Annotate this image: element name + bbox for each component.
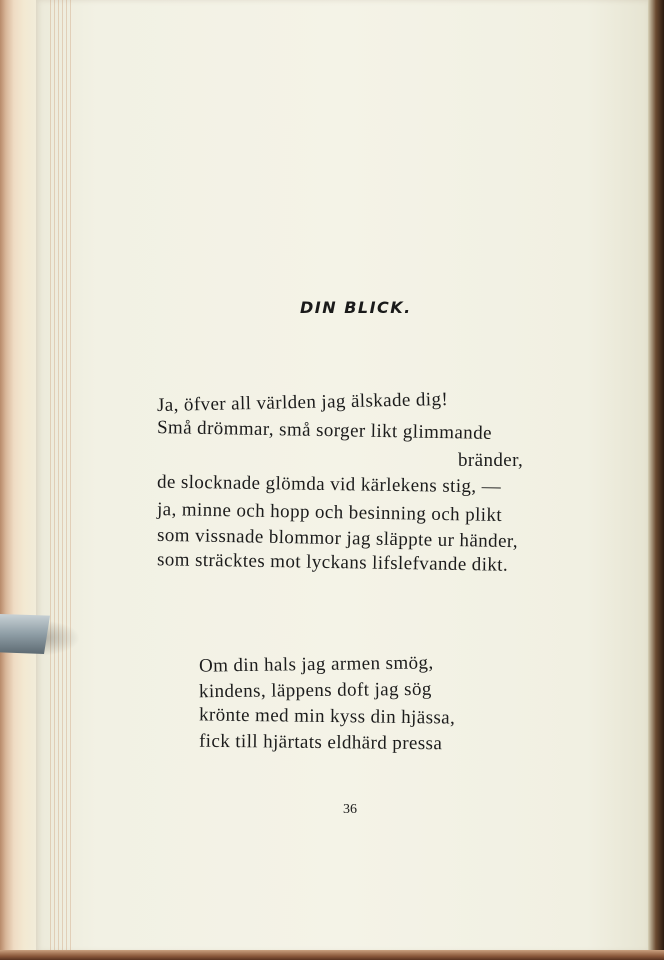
verse-line: Ja, öfver all världen jag älskade dig! <box>156 388 449 417</box>
book-cover-edge <box>0 950 664 960</box>
page-edges <box>50 0 72 952</box>
verse-line: krönte med min kyss din hjässa, <box>198 704 456 729</box>
page-number: 36 <box>343 802 357 817</box>
poem-title: DIN BLICK. <box>300 298 412 317</box>
verse-line: bränder, <box>458 450 524 471</box>
page-clip <box>0 614 50 654</box>
verse-line: de slocknade glömda vid kärlekens stig, — <box>156 471 502 498</box>
verse-line: kindens, läppens doft jag sög <box>198 678 432 703</box>
right-page-edge <box>648 0 664 960</box>
verse-line: ja, minne och hopp och besinning och plikt <box>156 498 503 527</box>
verse-line: Små drömmar, små sorger likt glimmande <box>156 417 493 444</box>
verse-line: som vissnade blommor jag släppte ur händer, <box>156 524 519 553</box>
verse-line: som sträcktes mot lyckans lifslefvande dikt. <box>156 549 509 576</box>
verse-line: Om din hals jag armen smög, <box>198 652 434 677</box>
verse-line: fick till hjärtats eldhärd pressa <box>198 730 443 755</box>
